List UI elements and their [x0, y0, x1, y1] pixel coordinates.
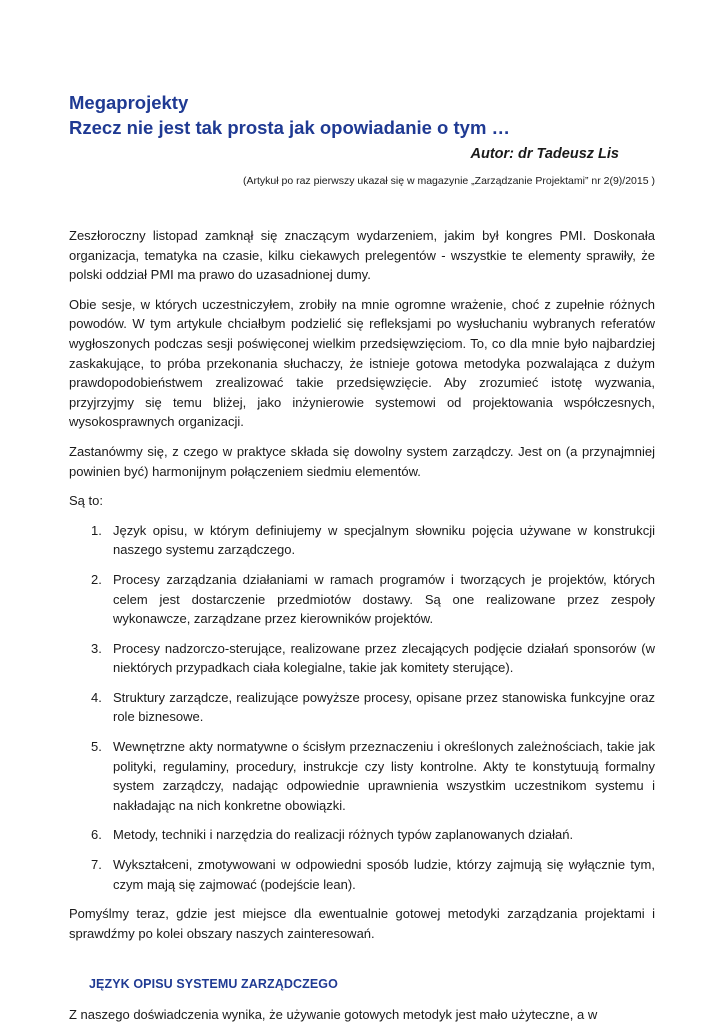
article-title: [69, 90, 655, 140]
list-item-text: Wewnętrzne akty normatywne o ścisłym przeznaczeniu i określonych zależnościach, takie jak polityki, regulaminy, procedury, instrukcje czy listy kontrolne. Akty te konstytuują formalny system zarządczy, nadając odpowiednie uprawnienia wszystkim uczestnikom systemu i nakładając na nich konkretne obowiązki.: [113, 739, 655, 813]
document-page: [69, 90, 655, 1025]
list-item-text: Procesy nadzorczo-sterujące, realizowane przez zlecających podjęcie działań sponsorów (w niektórych przypadkach ciała kolegialne, takie jak komitety sterujące).: [113, 640, 655, 676]
list-item: [91, 570, 655, 629]
list-item-number: 6.: [91, 827, 102, 843]
publication-note: (Artykuł po raz pierwszy ukazał się w magazynie „Zarządzanie Projektami” nr 2(9)/2015 ): [243, 175, 655, 187]
title-line-2: Rzecz nie jest tak prosta jak opowiadanie o tym …: [69, 117, 511, 138]
list-item: [91, 855, 655, 894]
list-item-number: 3.: [91, 640, 102, 656]
title-line-1: Megaprojekty: [69, 92, 189, 113]
list-item-number: 7.: [91, 857, 102, 873]
list-item-text: Struktury zarządcze, realizujące powyższe procesy, opisane przez stanowiska funkcyjne oraz role biznesowe.: [113, 689, 655, 725]
section-heading: JĘZYK OPISU SYSTEMU ZARZĄDCZEGO: [89, 977, 338, 992]
paragraph-next-steps: Pomyślmy teraz, gdzie jest miejsce dla ewentualnie gotowej metodyki zarządzania projektami i sprawdźmy po kolei obszary naszych zainteresowań.: [69, 906, 655, 941]
list-item-number: 4.: [91, 689, 102, 705]
list-item-number: 1.: [91, 522, 102, 538]
list-item: [91, 737, 655, 815]
list-item: [91, 688, 655, 727]
paragraph-section-start: Z naszego doświadczenia wynika, że używanie gotowych metodyk jest mało użyteczne, a w: [69, 1007, 598, 1023]
paragraph-system: Zastanówmy się, z czego w praktyce składa się dowolny system zarządczy. Jest on (a przynajmniej powinien być) harmonijnym połączeniem siedmiu elementów.: [69, 443, 655, 479]
paragraph-intro: Zeszłoroczny listopad zamknął się znaczącym wydarzeniem, jakim był kongres PMI. Doskonała organizacja, tematyka na czasie, kilku ciekawych prelegentów - wszystkie te elementy sprawiły, że polski oddział PMI ma prawo do uzasadnionej dumy.: [69, 228, 655, 283]
list-item-text: Metody, techniki i narzędzia do realizacji różnych typów zaplanowanych działań.: [113, 827, 574, 843]
list-item: [91, 639, 655, 678]
list-item-number: 2.: [91, 571, 102, 587]
elements-list: [69, 521, 655, 895]
list-item: [91, 825, 655, 845]
list-item-number: 5.: [91, 739, 102, 755]
author-line: Autor: dr Tadeusz Lis: [470, 146, 619, 162]
paragraph-sessions: Obie sesje, w których uczestniczyłem, zrobiły na mnie ogromne wrażenie, choć z zupełnie różnych powodów. W tym artykule chciałbym podzielić się refleksjami po wysłuchaniu wybranych referatów wygłoszonych podczas sesji poświęconej wielkim przedsięwzięciom. To, co dla mnie było najbardziej zaskakujące, to próba przekonania słuchaczy, że istnieje gotowa metodyka pozwalająca z dużym prawdopodobieństwem zrealizować takie przedsięwzięcie. Aby zrozumieć istotę wyzwania, przyjrzyjmy się temu bliżej, jako inżynierowie systemowi od projektowania współczesnych, wysokosprawnych organizacji.: [69, 296, 655, 430]
paragraph-list-intro: Są to:: [69, 493, 103, 509]
list-item: [91, 521, 655, 560]
list-item-text: Procesy zarządzania działaniami w ramach programów i tworzących je projektów, których celem jest dostarczenie przedmiotów dostawy. Są one realizowane przez zespoły wykonawcze, zarządzane przez kierowników projektów.: [113, 571, 655, 627]
list-item-text: Wykształceni, zmotywowani w odpowiedni sposób ludzie, którzy zajmują się wyłącznie tym, czym mają się zajmować (podejście lean).: [113, 857, 655, 892]
list-item-text: Język opisu, w którym definiujemy w specjalnym słowniku pojęcia używane w konstrukcji naszego systemu zarządczego.: [113, 522, 655, 558]
